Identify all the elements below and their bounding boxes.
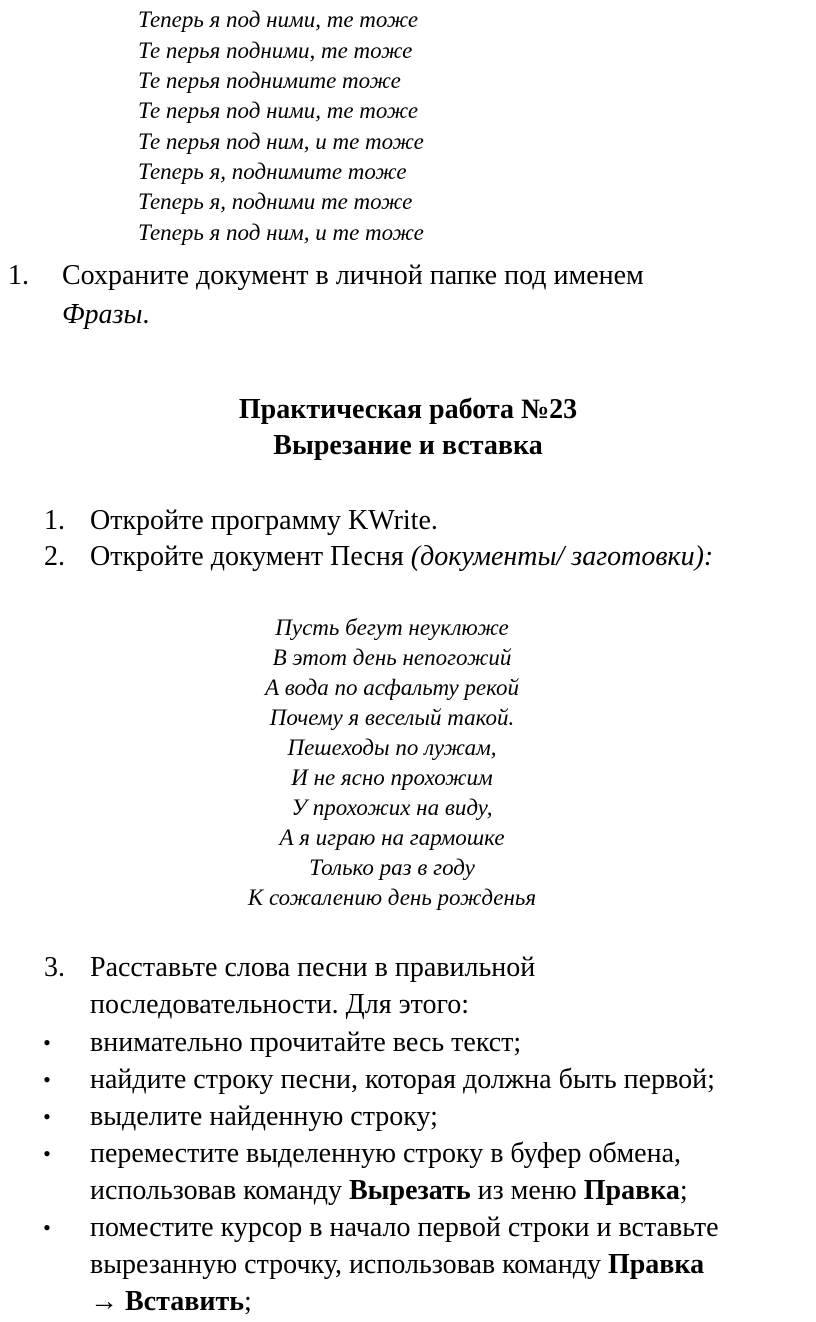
save-step-end: .: [142, 299, 150, 330]
step-2-line: [90, 539, 713, 575]
poem-line: Пусть бегут неуклюже: [275, 615, 509, 640]
bullet-4-line-1: переместите выделенную строку в буфер обмена,: [90, 1138, 682, 1169]
poem-line: У прохожих на виду,: [291, 795, 493, 820]
bullet-dot: •: [43, 1215, 51, 1240]
step-3-number: 3.: [44, 952, 65, 983]
edit-menu: Правка: [607, 1249, 705, 1280]
bullet-1-text: внимательно прочитайте весь текст;: [90, 1027, 522, 1058]
practical-subtitle: Вырезание и вставка: [273, 430, 543, 461]
bullet-5-line-3: [90, 1284, 252, 1320]
bullet-5-pre: вырезанную строчку, использовав команду: [90, 1249, 608, 1280]
phrase-line: Те перья подними, те тоже: [138, 38, 413, 63]
poem-line: И не ясно прохожим: [291, 765, 493, 790]
bullet-3-text: выделите найденную строку;: [90, 1101, 438, 1132]
paste-command: → Вставить: [90, 1286, 245, 1317]
save-step-filename-line: [62, 297, 149, 333]
bullet-4-mid: из меню: [470, 1175, 584, 1206]
bullet-4-pre: использовав команду: [90, 1175, 349, 1206]
save-step-filename: Фразы: [62, 299, 143, 330]
poem-line: К сожалению день рожденья: [247, 885, 537, 910]
bullet-5-line-2: [90, 1247, 704, 1283]
bullet-dot: •: [43, 1141, 51, 1166]
step-2-path: (документы/ заготовки):: [410, 541, 714, 572]
cut-command: Вырезать: [349, 1175, 471, 1206]
bullet-4-end: ;: [679, 1175, 688, 1206]
edit-menu: Правка: [583, 1175, 680, 1206]
step-3-line-1: Расставьте слова песни в правильной: [90, 952, 536, 983]
poem-line: Почему я веселый такой.: [269, 705, 515, 730]
save-step-number: 1.: [8, 260, 29, 291]
phrase-line: Те перья под ними, те тоже: [138, 98, 419, 123]
step-3-line-2: последовательности. Для этого:: [90, 989, 470, 1020]
phrase-line: Теперь я, поднимите тоже: [138, 159, 407, 184]
step-1-number: 1.: [44, 505, 65, 536]
bullet-5-end: ;: [244, 1286, 252, 1317]
poem-line: А вода по асфальту рекой: [264, 675, 520, 700]
phrase-line: Те перья поднимите тоже: [138, 68, 401, 93]
bullet-4-line-2: [90, 1173, 688, 1209]
practical-title: Практическая работа №23: [238, 394, 578, 425]
phrase-line: Теперь я под ним, и те тоже: [138, 220, 424, 245]
poem-line: А я играю на гармошке: [279, 825, 505, 850]
step-1-text: Откройте программу KWrite.: [90, 505, 438, 536]
poem-line: Пешеходы по лужам,: [287, 735, 497, 760]
save-step-text: Сохраните документ в личной папке под именем: [62, 260, 644, 291]
phrase-line: Те перья под ним, и те тоже: [138, 129, 424, 154]
step-2-text: Откройте документ Песня: [90, 541, 411, 572]
phrase-line: Теперь я, подними те тоже: [138, 189, 413, 214]
bullet-dot: •: [43, 1104, 51, 1129]
poem-line: Только раз в году: [309, 855, 475, 880]
bullet-dot: •: [43, 1067, 51, 1092]
bullet-2-text: найдите строку песни, которая должна быть первой;: [90, 1064, 715, 1095]
phrase-line: Теперь я под ними, те тоже: [138, 7, 419, 32]
poem-line: В этот день непогожий: [272, 645, 512, 670]
bullet-5-line-1: поместите курсор в начало первой строки и вставьте: [90, 1212, 719, 1243]
step-2-number: 2.: [44, 541, 65, 572]
bullet-dot: •: [43, 1030, 51, 1055]
